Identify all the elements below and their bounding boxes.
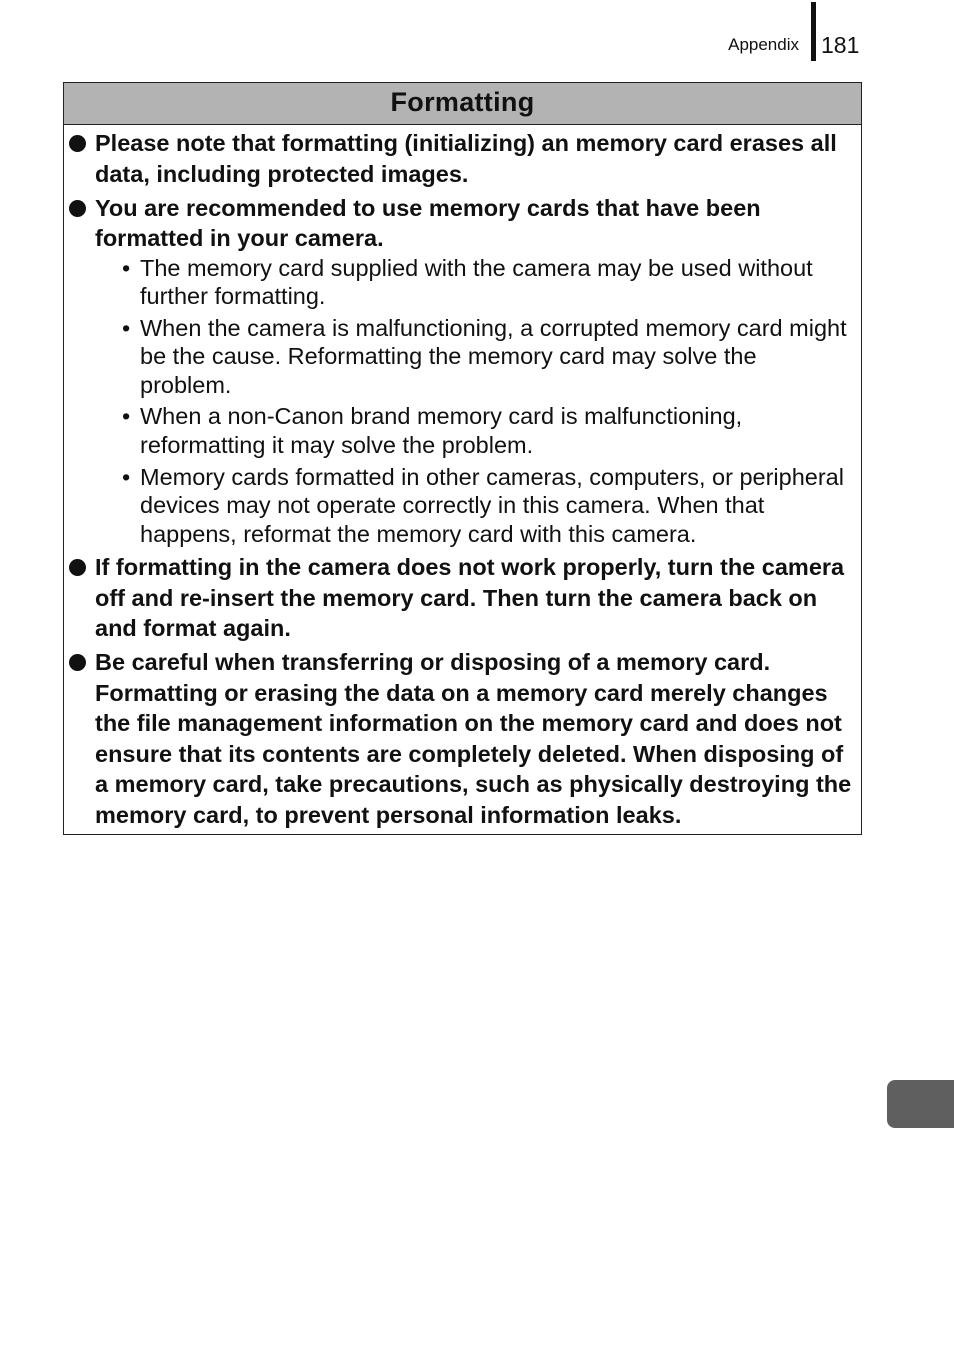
note-item-1 — [68, 128, 853, 189]
note-text: Be careful when transferring or disposing of a memory card. Formatting or erasing the data on a memory card merely changes the file management information on the memory card and does not ensure that its contents are completely deleted. When disposing of a memory card, take precautions, such as physically destroying the memory card, to prevent personal information leaks. — [95, 649, 852, 828]
sub-item-text: When the camera is malfunctioning, a corrupted memory card might be the cause. Reformatting the memory card may solve the problem. — [140, 314, 847, 399]
header-divider — [811, 2, 816, 61]
sub-bullet-marker: • — [122, 463, 131, 490]
sub-item-text: The memory card supplied with the camera may be used without further formatting. — [140, 254, 813, 310]
page-number: 181 — [821, 32, 860, 58]
sub-item-4 — [95, 463, 853, 549]
bullet-dot-icon — [69, 559, 86, 576]
sub-item-text: Memory cards formatted in other cameras, computers, or peripheral devices may not operate correctly in this camera. When that happens, reformat the memory card with this camera. — [140, 463, 844, 548]
note-item-3 — [68, 552, 853, 644]
sub-bullet-marker: • — [122, 403, 131, 430]
box-body — [64, 125, 861, 834]
note-item-2 — [68, 193, 853, 549]
note-text: You are recommended to use memory cards that have been formatted in your camera. — [95, 194, 761, 251]
sub-item-1 — [95, 254, 853, 312]
formatting-note-box — [63, 82, 862, 835]
sub-item-2 — [95, 314, 853, 400]
bullet-dot-icon — [69, 200, 86, 217]
sub-item-text: When a non-Canon brand memory card is malfunctioning, reformatting it may solve the problem. — [140, 403, 743, 459]
note-item-4 — [68, 647, 853, 830]
sub-item-3 — [95, 402, 853, 460]
note-text: Please note that formatting (initializing) an memory card erases all data, including protected images. — [95, 130, 837, 187]
section-name: Appendix — [728, 35, 799, 54]
bullet-dot-icon — [69, 654, 86, 671]
sub-bullet-marker: • — [122, 254, 131, 281]
box-title: Formatting — [64, 83, 861, 125]
page-header — [0, 0, 954, 70]
sub-list — [95, 254, 853, 549]
sub-bullet-marker: • — [122, 314, 131, 341]
bullet-dot-icon — [69, 135, 86, 152]
chapter-thumb-tab — [887, 1080, 954, 1128]
note-text: If formatting in the camera does not work properly, turn the camera off and re-insert the memory card. Then turn the camera back on and format again. — [95, 554, 845, 642]
